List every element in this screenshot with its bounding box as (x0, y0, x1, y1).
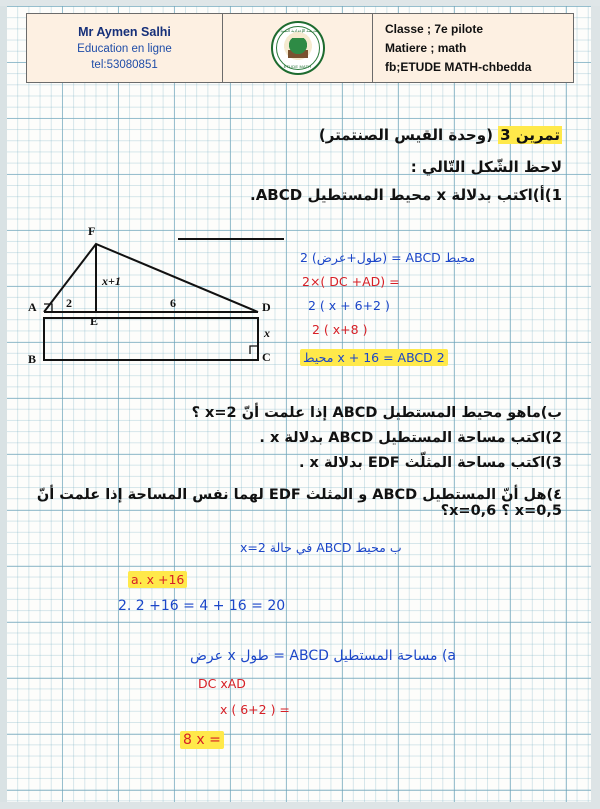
header-phone: tel:53080851 (91, 59, 158, 71)
vertex-label-F: F (88, 224, 96, 238)
facebook-page: fb;ETUDE MATH-chbedda (385, 60, 532, 74)
class-row (385, 22, 573, 36)
hw-right-line5: 2 x + 16 = ABCD محيط (300, 350, 448, 365)
school-crest-icon (271, 21, 325, 75)
altitude-label: x+1 (102, 274, 121, 288)
handwritten-solution-bottom (60, 540, 580, 790)
hw-bottom-line5: DC xAD (198, 676, 246, 691)
hw-bottom-line7: 8 x = (180, 732, 224, 748)
exercise-q1: 1)أ)اكتب بدلالة x محيط المستطيل ABCD. (250, 186, 562, 204)
crest-arc-top-text: المدرسة الإعدادية النموذجية (274, 28, 321, 33)
class-label: Classe ; (385, 22, 432, 36)
exercise-q2: 2)اكتب مساحة المستطيل ABCD بدلالة x . (259, 430, 562, 446)
header-logo-block (223, 14, 373, 82)
exercise-qb: ب)ماهو محيط المستطيل ABCD إذا علمت أنّ x=2 ؟ (191, 405, 562, 421)
exercise-line2: لاحظ الشّكل التّالي : (410, 158, 562, 176)
exercise-title (132, 126, 562, 144)
header-meta-block (373, 14, 573, 82)
teacher-name: Mr Aymen Salhi (78, 25, 171, 39)
exercise-topic: (وحدة القيس الصنتمتر) (318, 126, 493, 144)
hw-bottom-line1: ب محيط ABCD في حالة x=2 (240, 540, 402, 555)
class-value: 7e pilote (434, 22, 484, 36)
vertex-label-C: C (262, 350, 271, 364)
page-edge-top (0, 0, 600, 6)
hw-bottom-line2: a. x +16 (128, 572, 187, 587)
subject-row (385, 41, 573, 55)
hw-right-line3: 2 ( x + 6+2 ) (308, 298, 390, 313)
segment-ED-label: 6 (170, 296, 176, 310)
hw-bottom-line3: 2. 2 +16 = 4 + 16 = 20 (118, 598, 286, 614)
handwritten-solution-right (300, 250, 580, 395)
hw-right-line1: محيط ABCD = (طول+عرض) 2 (300, 250, 476, 265)
side-DC-label: x (264, 326, 270, 340)
exercise-q3: 3)اكتب مساحة المثلّث EDF بدلالة x . (298, 455, 562, 471)
hw-right-line4: 2 ( x+8 ) (312, 322, 368, 337)
vertex-label-D: D (262, 300, 271, 314)
figure-svg (18, 222, 298, 382)
segment-AE-label: 2 (66, 296, 72, 310)
header-subtitle: Education en ligne (77, 43, 172, 55)
subject-value: math (437, 41, 467, 55)
crest-arc-bottom-text: ETUDE MATH (283, 64, 312, 69)
hw-bottom-line4: a) مساحة المستطيل ABCD = طول x عرض (190, 648, 457, 664)
geometry-figure (18, 222, 298, 382)
page-edge-bottom (0, 802, 600, 809)
hw-bottom-line6: x ( 6+2 ) = (220, 702, 290, 717)
hw-right-line2: 2×( DC +AD) = (302, 274, 400, 289)
exercise-tag: تمرين 3 (500, 126, 560, 144)
subject-label: Matiere ; (385, 41, 435, 55)
page-edge-right (591, 0, 600, 809)
vertex-label-B: B (28, 352, 37, 366)
header-teacher-block (27, 14, 223, 82)
exercise-q4: ٤)هل أنّ المستطيل ABCD و المثلث EDF لهما نفس المساحة إذا علمت أنّ x=0,5 ؟ x=0,6؟ (36, 487, 562, 519)
vertex-label-E: E (90, 314, 99, 328)
page-edge-left (0, 0, 7, 809)
vertex-label-A: A (28, 300, 37, 314)
worksheet-header (26, 13, 574, 83)
